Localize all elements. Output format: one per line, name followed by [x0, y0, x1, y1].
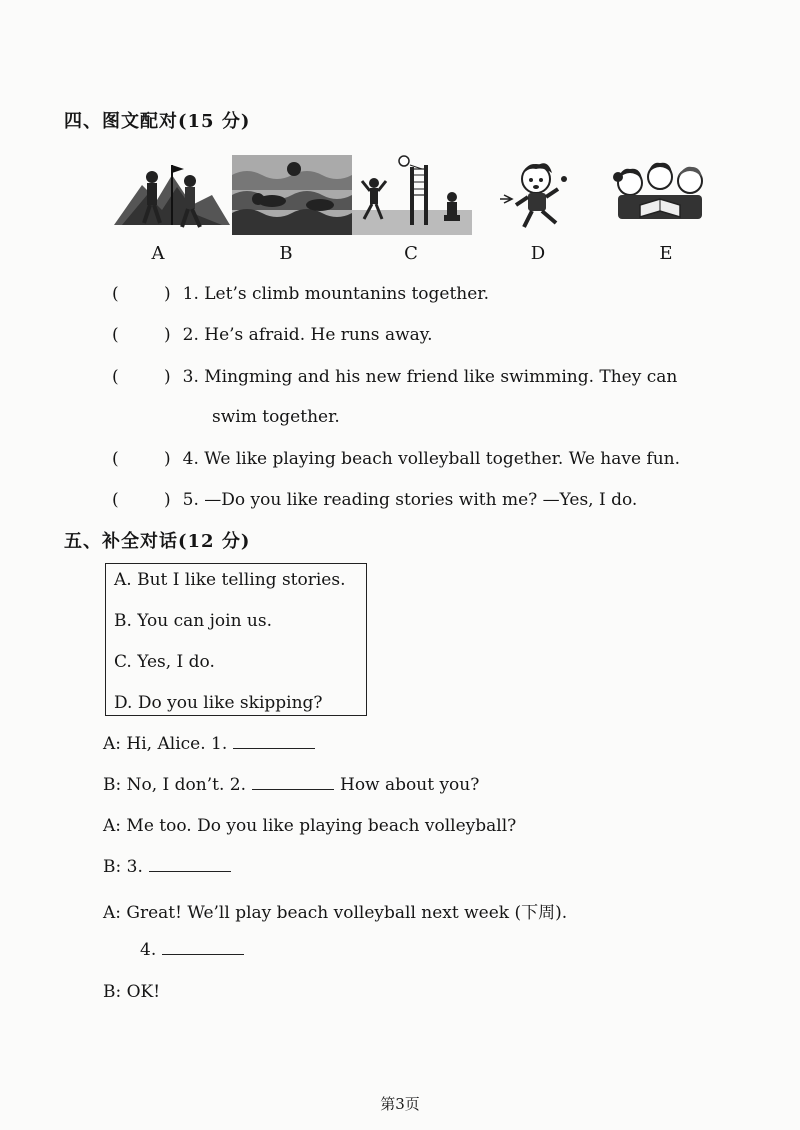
- answer-paren-close[interactable]: ): [164, 367, 171, 387]
- question-text-continued: swim together.: [212, 407, 340, 427]
- answer-paren-open: (: [112, 490, 119, 510]
- section-4-title: 四、图文配对(15 分): [64, 111, 251, 132]
- answer-blank-3[interactable]: [149, 857, 231, 872]
- answer-blank-2[interactable]: [252, 775, 334, 790]
- dialogue-line-2: [103, 775, 479, 795]
- mountain-climbers-picture: [112, 155, 232, 235]
- answer-paren-open: (: [112, 449, 119, 469]
- dialogue-line-7: B: OK!: [103, 982, 161, 1002]
- dialogue-text: A: Hi, Alice. 1.: [103, 734, 228, 754]
- question-text: 2. He’s afraid. He runs away.: [182, 325, 433, 345]
- answer-paren-open: (: [112, 325, 119, 345]
- answer-paren-close[interactable]: ): [164, 490, 171, 510]
- option-d: D. Do you like skipping?: [114, 693, 323, 713]
- answer-blank-1[interactable]: [233, 734, 315, 749]
- question-row: [112, 490, 637, 510]
- answer-paren-close[interactable]: ): [164, 284, 171, 304]
- question-text: 3. Mingming and his new friend like swimming. They can: [182, 367, 678, 387]
- dialogue-line-3: A: Me too. Do you like playing beach volleyball?: [103, 816, 517, 836]
- answer-paren-open: (: [112, 367, 119, 387]
- question-row: [112, 367, 677, 387]
- answer-paren-open: (: [112, 284, 119, 304]
- option-c: C. Yes, I do.: [114, 652, 215, 672]
- beach-volleyball-picture: [352, 155, 472, 235]
- option-b: B. You can join us.: [114, 611, 273, 631]
- options-box: [105, 563, 367, 716]
- answer-paren-close[interactable]: ): [164, 325, 171, 345]
- picture-letter-e: E: [659, 243, 673, 264]
- picture-letter-b: B: [279, 243, 293, 264]
- dialogue-text-after: How about you?: [340, 775, 480, 795]
- answer-blank-4[interactable]: [162, 940, 244, 955]
- dialogue-line-5: A: Great! We’ll play beach volleyball next week (下周).: [103, 903, 568, 923]
- dialogue-line-6: [140, 940, 250, 960]
- dialogue-text: B: 3.: [103, 857, 143, 877]
- page-number: 第3页: [380, 1095, 420, 1113]
- dialogue-line-1: [103, 734, 321, 754]
- boy-running-away-picture: [478, 155, 598, 235]
- question-row: [112, 449, 680, 469]
- option-a: A. But I like telling stories.: [114, 570, 346, 590]
- picture-letter-d: D: [530, 243, 546, 264]
- question-text: 1. Let’s climb mountanins together.: [182, 284, 489, 304]
- picture-letter-c: C: [404, 243, 418, 264]
- question-text: 4. We like playing beach volleyball together. We have fun.: [182, 449, 681, 469]
- answer-paren-close[interactable]: ): [164, 449, 171, 469]
- reading-stories-picture: [600, 155, 720, 235]
- question-row: [112, 284, 489, 304]
- swimming-picture: [232, 155, 352, 235]
- picture-letter-a: A: [151, 243, 165, 264]
- question-row: [112, 325, 433, 345]
- question-text: 5. —Do you like reading stories with me? —Yes, I do.: [182, 490, 638, 510]
- section-5-title: 五、补全对话(12 分): [64, 531, 251, 552]
- dialogue-text: B: No, I don’t. 2.: [103, 775, 246, 795]
- dialogue-line-4: [103, 857, 237, 877]
- dialogue-text: 4.: [140, 940, 157, 960]
